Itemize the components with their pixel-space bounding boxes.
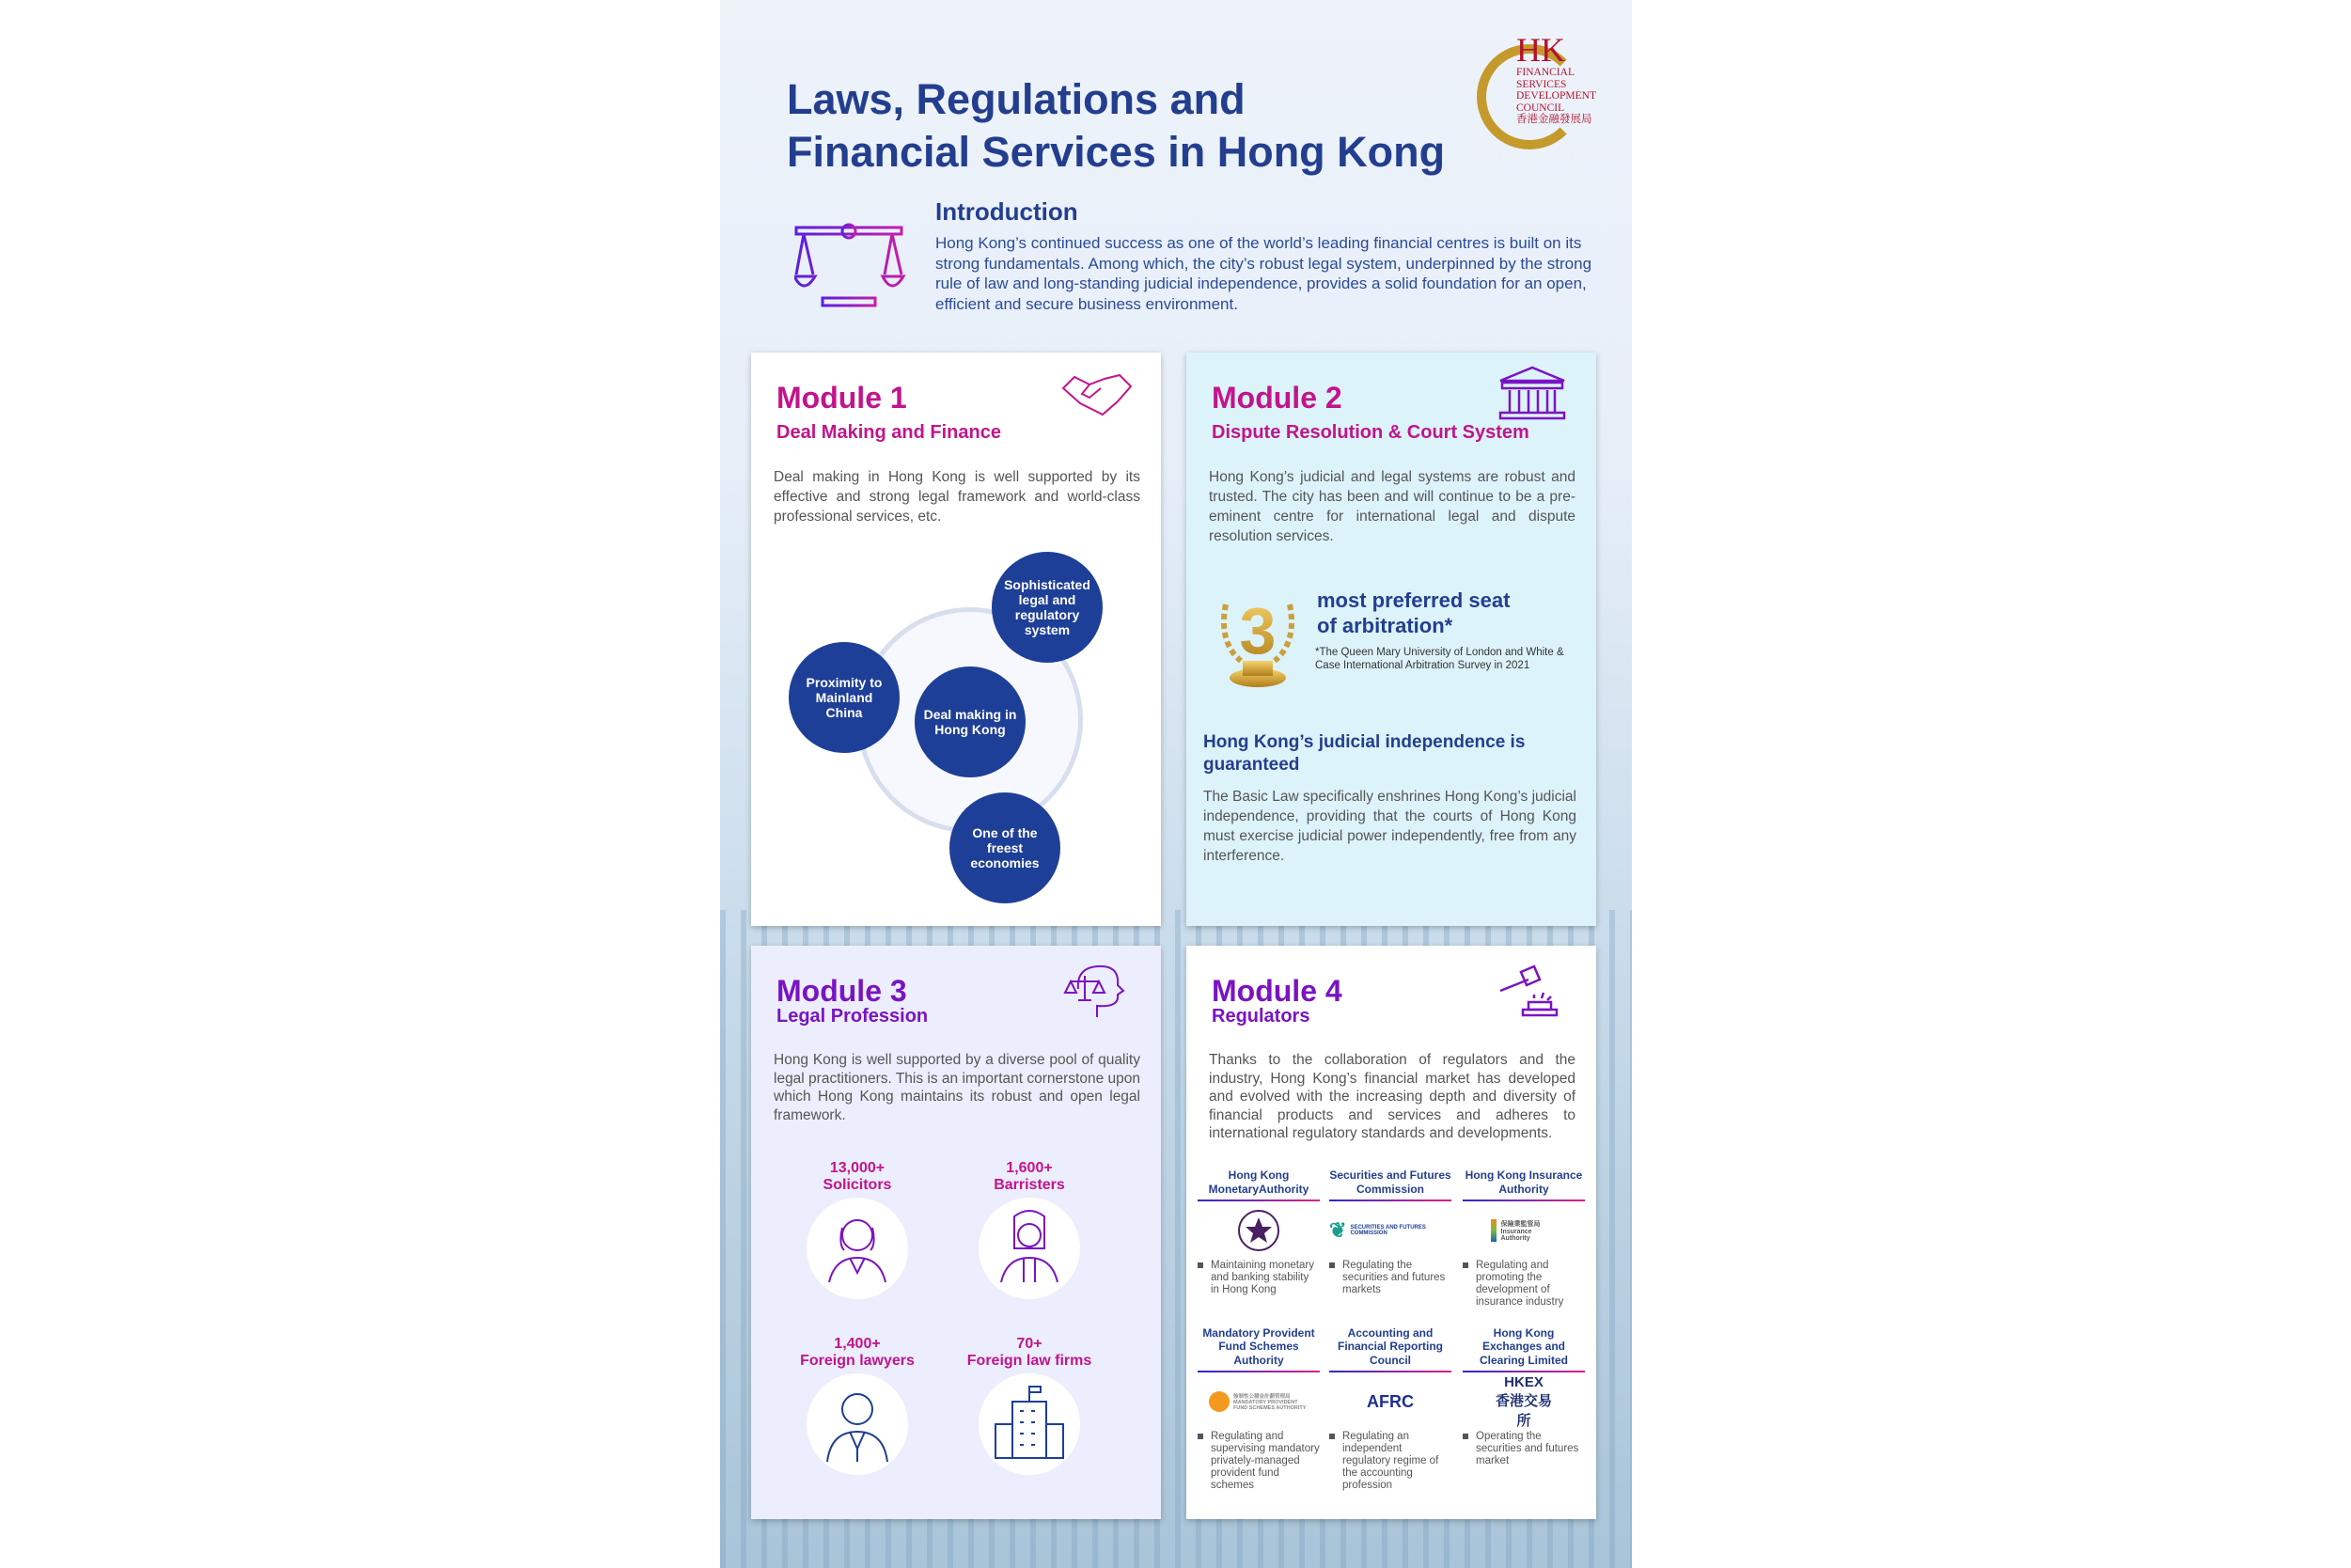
module-subtitle: Legal Profession <box>776 1006 929 1027</box>
rank-number: 3 <box>1239 594 1277 667</box>
stat-foreign-lawyers <box>773 1336 942 1370</box>
head-scales-icon <box>1061 963 1133 1019</box>
stat-foreign-law-firms <box>945 1336 1114 1370</box>
logo-line: DEVELOPMENT <box>1516 90 1596 102</box>
regulator-name: Securities and Futures Commission <box>1329 1158 1451 1201</box>
logo-text: 保險業監管局 Insurance Authority <box>1500 1221 1541 1242</box>
gavel-icon <box>1497 963 1568 1019</box>
module-title: Module 2 <box>1212 381 1342 415</box>
stat-value: 1,600+ <box>1006 1160 1053 1176</box>
foreign-lawyer-icon <box>807 1373 908 1475</box>
ia-logo <box>1463 1201 1585 1260</box>
module-subtitle: Regulators <box>1212 1006 1310 1027</box>
module-text: Hong Kong’s judicial and legal systems are robust and trusted. The city has been and will continue to be a pre-eminent centre for international legal and dispute resolution services. <box>1209 469 1575 544</box>
logo-text: 強制性公積金計劃管理局 MANDATORY PROVIDENT FUND SCHEMES AUTHORITY <box>1233 1394 1307 1411</box>
rank-line: of arbitration* <box>1317 614 1453 637</box>
hkma-logo <box>1198 1201 1320 1260</box>
regulator-mpfa <box>1198 1318 1320 1492</box>
module-2-card <box>1186 353 1596 926</box>
stat-label: Foreign law firms <box>966 1353 1092 1369</box>
module-title: Module 1 <box>776 381 907 415</box>
intro-text: Hong Kong’s continued success as one of the world’s leading financial centres is built on its strong fundamentals. Among which, the city’s robust legal system, underpinned by the strong rule of law and long-standing judicial independence, provides a solid foundation for an open, efficient and secure business environment. <box>935 234 1592 313</box>
regulator-hkex <box>1463 1318 1585 1467</box>
stat-label: Foreign lawyers <box>800 1353 915 1369</box>
trophy-rank-icon <box>1213 586 1303 691</box>
rank-caption <box>1317 588 1510 638</box>
judicial-text: The Basic Law specifically enshrines Hong Kong’s judicial independence, providing that the courts of Hong Kong must exercise judicial power independently, free from any interference. <box>1203 789 1576 864</box>
regulator-desc: Regulating an independent regulatory regime of the accounting profession <box>1329 1431 1451 1492</box>
rank-line: most preferred seat <box>1317 588 1511 612</box>
regulator-name: Mandatory Provident Fund Schemes Authority <box>1198 1318 1320 1372</box>
afrc-logo: AFRC <box>1367 1391 1414 1411</box>
mpfa-logo <box>1198 1372 1320 1431</box>
circle-legal-system: Sophisticated legal and regulatory system <box>992 552 1103 663</box>
regulator-afrc <box>1329 1318 1451 1492</box>
module-4-card <box>1186 946 1596 1519</box>
hkex-logo: HKEX 香港交易所 <box>1496 1373 1553 1429</box>
logo-mark: HK <box>1516 31 1565 69</box>
module-title: Module 3 <box>776 974 907 1008</box>
module-text: Thanks to the collaboration of regulators and the industry, Hong Kong’s financial market has developed and evolved with the increasing depth and diversity of financial products and services and adheres to international regulatory standards and developments. <box>1209 1052 1575 1141</box>
page-title <box>787 73 1445 179</box>
regulator-desc: Regulating and promoting the development of insurance industry <box>1463 1260 1585 1309</box>
stat-label: Solicitors <box>823 1177 892 1193</box>
regulator-desc: Maintaining monetary and banking stability in Hong Kong <box>1198 1260 1320 1296</box>
law-firm-building-icon <box>979 1373 1080 1475</box>
logo-text <box>1516 67 1596 126</box>
regulator-name: Hong Kong MonetaryAuthority <box>1198 1158 1320 1201</box>
module-1-card <box>751 353 1161 926</box>
circle-freest-economy: One of the freest economies <box>949 792 1060 903</box>
stat-barristers <box>945 1160 1114 1194</box>
regulator-desc: Regulating the securities and futures markets <box>1329 1260 1451 1296</box>
module-text: Deal making in Hong Kong is well supported by its effective and strong legal framework and world-class professional services, etc. <box>774 469 1140 525</box>
module-3-card <box>751 946 1161 1519</box>
logo-line: COUNCIL <box>1516 102 1565 114</box>
title-line: Laws, Regulations and <box>787 75 1246 123</box>
stat-value: 13,000+ <box>829 1160 886 1176</box>
footnote: *The Queen Mary University of London and White & Case International Arbitration Survey in 2021 <box>1315 647 1564 671</box>
regulator-hkma <box>1198 1158 1320 1296</box>
stat-value: 1,400+ <box>834 1336 881 1352</box>
module-title: Module 4 <box>1212 974 1342 1008</box>
logo-line: SERVICES <box>1516 78 1567 90</box>
logo-text: SECURITIES AND FUTURES COMMISSION <box>1350 1225 1426 1236</box>
title-line: Financial Services in Hong Kong <box>787 128 1446 176</box>
barrister-icon <box>979 1198 1080 1299</box>
logo-line: FINANCIAL <box>1516 67 1575 78</box>
intro-heading: Introduction <box>935 197 1078 226</box>
handshake-icon <box>1061 369 1133 426</box>
regulator-desc: Operating the securities and futures market <box>1463 1431 1585 1467</box>
poster <box>720 0 1632 1568</box>
fsdc-logo <box>1477 33 1613 150</box>
courthouse-icon <box>1497 364 1568 420</box>
module-subtitle: Deal Making and Finance <box>776 422 1001 443</box>
regulator-name: Hong Kong Insurance Authority <box>1463 1158 1585 1201</box>
module-subtitle: Dispute Resolution & Court System <box>1212 422 1529 443</box>
stat-solicitors <box>773 1160 942 1194</box>
solicitor-icon <box>807 1198 908 1299</box>
logo-line: 香港金融發展局 <box>1516 114 1592 125</box>
stat-value: 70+ <box>1016 1336 1042 1352</box>
scales-of-justice-icon <box>794 209 907 312</box>
sfc-logo: ❦ SECURITIES AND FUTURES COMMISSION <box>1329 1201 1451 1260</box>
regulator-name: Accounting and Financial Reporting Council <box>1329 1318 1451 1372</box>
regulator-sfc <box>1329 1158 1451 1296</box>
regulator-desc: Regulating and supervising mandatory privately-managed provident fund schemes <box>1198 1431 1320 1492</box>
regulator-ia <box>1463 1158 1585 1309</box>
stat-label: Barristers <box>994 1177 1065 1193</box>
center-circle: Deal making in Hong Kong <box>915 666 1026 777</box>
circle-proximity: Proximity to Mainland China <box>789 642 900 753</box>
judicial-heading: Hong Kong’s judicial independence is guaranteed <box>1203 732 1526 775</box>
module-text: Hong Kong is well supported by a diverse pool of quality legal practitioners. This is an important cornerstone upon which Hong Kong maintains its robust and open legal framework. <box>774 1052 1141 1123</box>
regulator-name: Hong Kong Exchanges and Clearing Limited <box>1463 1318 1585 1372</box>
